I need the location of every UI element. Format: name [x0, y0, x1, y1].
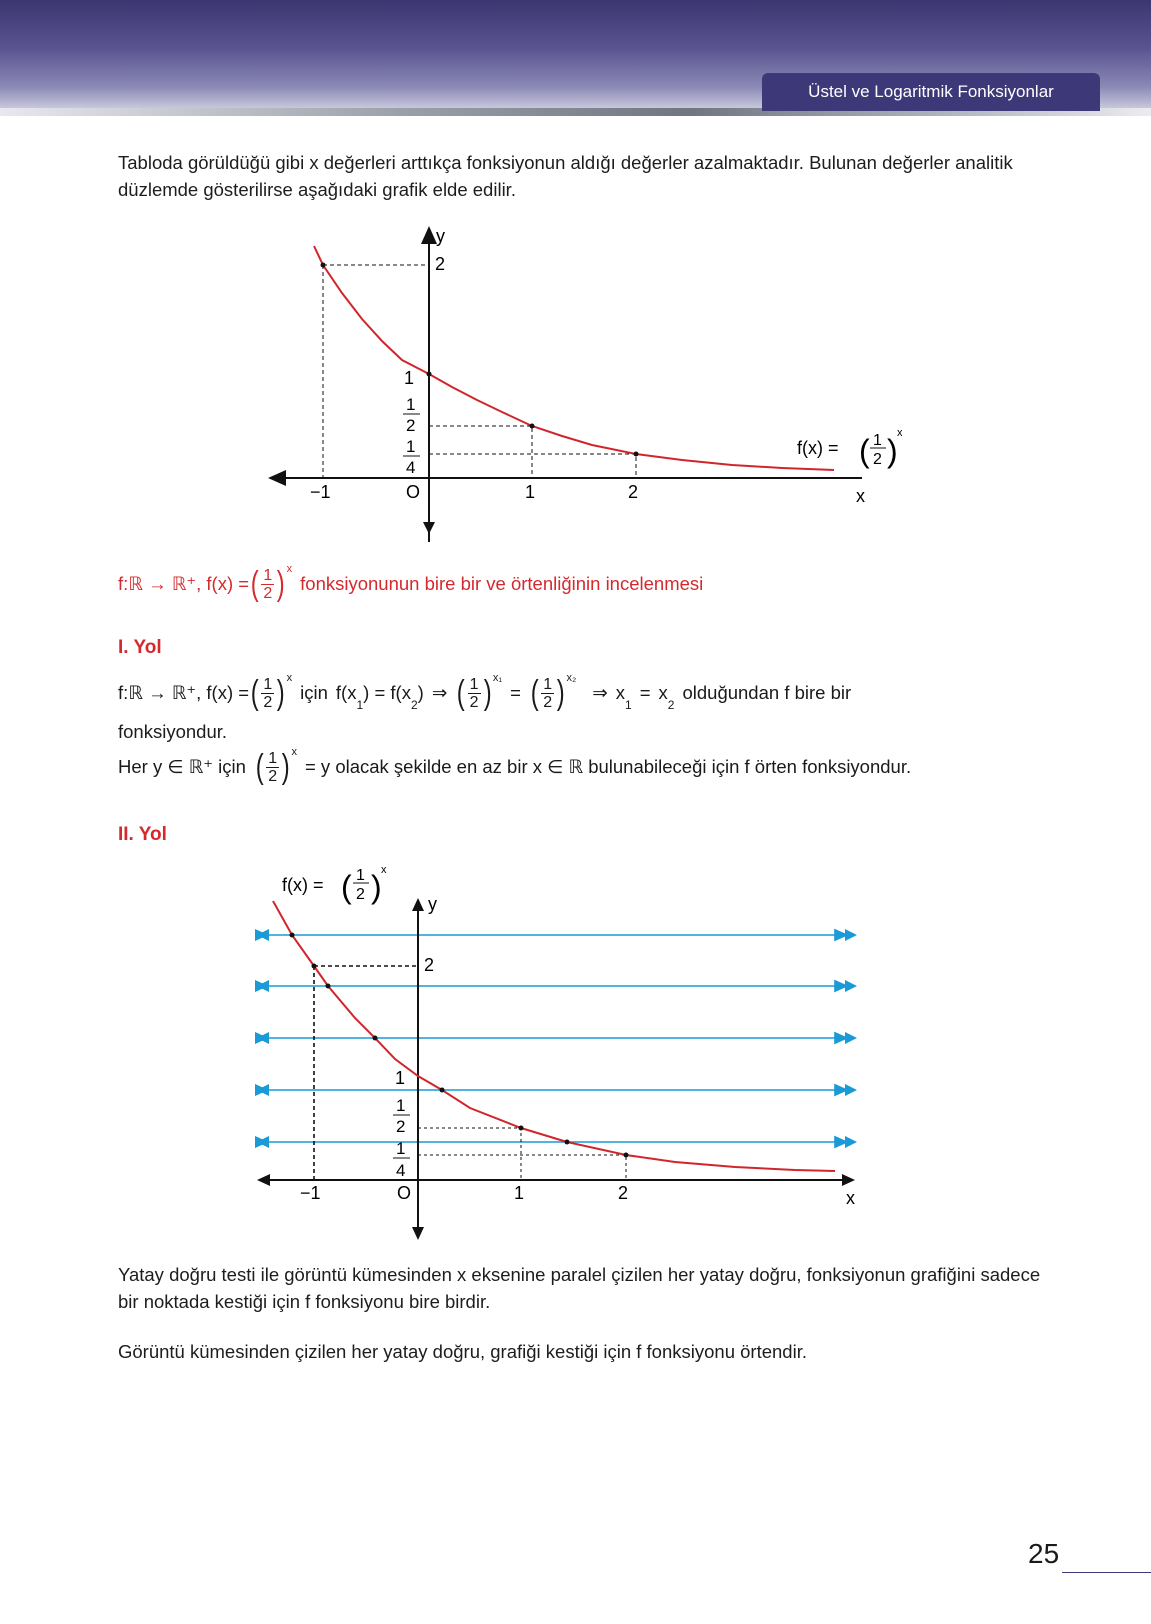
point-neg1: [321, 263, 326, 268]
y-tick-quarter-den: 4: [406, 458, 416, 477]
graph2-y-tick-1: 1: [395, 1068, 406, 1088]
intro-paragraph: Tabloda görüldüğü gibi x değerleri arttıkça fonksiyonun aldığı değerler azalmaktadır. Bulunan değerler analitik düzlemde gösterilirse aşağıdaki grafik elde edilir.: [118, 152, 1013, 200]
function-label-den: 2: [873, 451, 882, 468]
graph2-x-tick-neg1: −1: [300, 1183, 321, 1203]
section-title: f:ℝ → ℝ⁺, f(x) = ( $\frac{1}{2}$ ) x fonksiyonunun bire bir ve örtenliğinin incelenmesi: [118, 563, 704, 603]
yol1-line1: f:ℝ → ℝ⁺, f(x) = ( $\frac{1}{2}$ ) x için f(x 1 ) = f(x 2 ) ⇒ ( $\frac{1}{2}$ ) x₁ = ( $\frac{1}{2}$ ) x₂ ⇒ x 1 = x 2 olduğundan f bire bir: [118, 672, 852, 712]
y-tick-quarter-num: 1: [406, 437, 416, 456]
graph2-function-curve: [273, 901, 835, 1171]
svg-text:(: (: [341, 869, 352, 905]
y-tick-2: 2: [435, 254, 446, 274]
x-axis-label: x: [856, 486, 865, 506]
graph2-y-tick-half-num: 1: [396, 1096, 406, 1115]
origin-label: O: [406, 482, 421, 502]
horizontal-line-test-graph: [255, 858, 875, 1250]
horizontal-test-lines: [267, 935, 847, 1142]
svg-text:): ): [371, 869, 382, 905]
exponential-graph: [262, 222, 902, 552]
graph2-guide-1: [418, 1128, 521, 1180]
graph2-function-label-num: 1: [356, 867, 365, 884]
graph2-function-label-prefix: f(x) =: [282, 875, 324, 895]
y-tick-half-num: 1: [406, 395, 416, 414]
graph2-y-axis-label: y: [428, 894, 437, 914]
point-2: [634, 452, 639, 457]
svg-text:): ): [887, 433, 898, 469]
graph2-origin-label: O: [397, 1183, 412, 1203]
x-tick-2: 2: [628, 482, 639, 502]
graph2-y-tick-half-den: 2: [396, 1117, 406, 1136]
point-0: [427, 372, 432, 377]
graph2-function-label-den: 2: [356, 886, 365, 903]
y-axis-label: y: [436, 226, 445, 246]
function-curve: [314, 246, 834, 470]
x-tick-1: 1: [525, 482, 536, 502]
yol1-line2: fonksiyondur.: [118, 721, 228, 742]
graph2-y-tick-quarter-num: 1: [396, 1139, 406, 1158]
graph2-x-axis-label: x: [846, 1188, 855, 1208]
yol1-line3: Her y ∈ ℝ⁺ için ( $\frac{1}{2}$ ) x = y olacak şekilde en az bir x ∈ ℝ bulunabileceği için f örten fonksiyondur.: [118, 746, 912, 786]
conclusion-one-to-one: Yatay doğru testi ile görüntü kümesinden x eksenine paralel çizilen her yatay doğru, fonksiyonun grafiğini sadece bir noktada kestiği için f fonksiyonu bire birdir.: [118, 1264, 1041, 1312]
graph2-function-label-exp: x: [381, 864, 387, 876]
graph2-y-tick-quarter-den: 4: [396, 1161, 406, 1180]
graph2-x-tick-2: 2: [618, 1183, 629, 1203]
function-label-exp: x: [897, 427, 902, 439]
conclusion-onto: Görüntü kümesinden çizilen her yatay doğru, grafiği kestiği için f fonksiyonu örtendir.: [118, 1341, 807, 1362]
page-number-rule: [1062, 1572, 1151, 1573]
heading-yol-2: II. Yol: [118, 824, 167, 845]
function-label-prefix: f(x) =: [797, 438, 839, 458]
chapter-title: Üstel ve Logaritmik Fonksiyonlar: [762, 73, 1100, 111]
function-label-num: 1: [873, 432, 882, 449]
graph2-y-tick-2: 2: [424, 955, 435, 975]
guide-x-1: [429, 426, 532, 478]
graph2-guide-2: [418, 1155, 626, 1180]
heading-yol-1: I. Yol: [118, 637, 162, 658]
svg-text:(: (: [859, 433, 870, 469]
point-1: [530, 424, 535, 429]
y-tick-1: 1: [404, 368, 415, 388]
page-number: 25: [1028, 1538, 1060, 1569]
x-tick-neg1: −1: [310, 482, 331, 502]
graph2-x-tick-1: 1: [514, 1183, 525, 1203]
y-tick-half-den: 2: [406, 416, 416, 435]
